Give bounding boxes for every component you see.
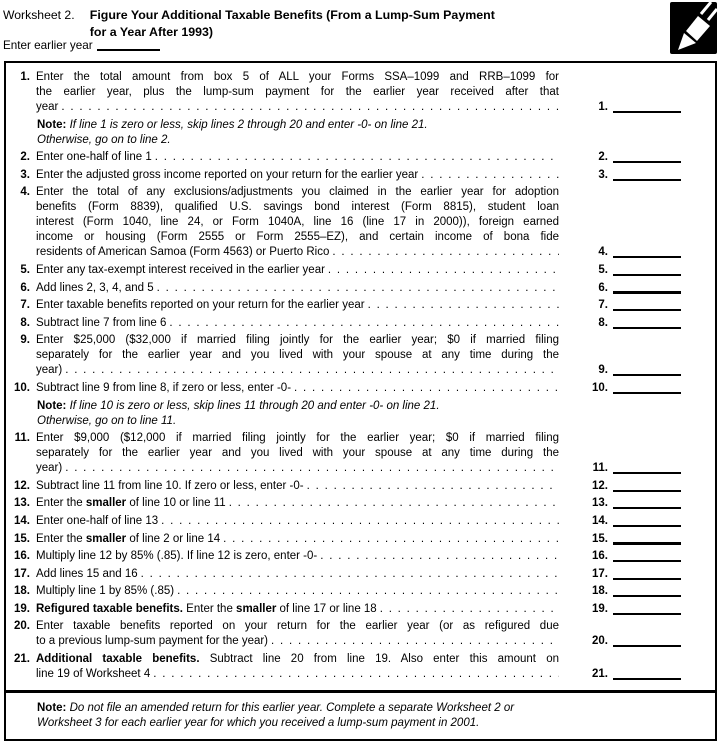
entry-line-number: 2. [598, 151, 608, 164]
text-segment: Otherwise, go on to line 2. [37, 133, 171, 146]
worksheet-line [6, 263, 715, 278]
line-text-row [36, 316, 559, 331]
text-segment: Enter the adjusted gross income reported on your return for the earlier year [36, 168, 419, 181]
text-segment: Enter the total of any exclusions/adjustments you claimed in the earlier year for adoption [36, 186, 559, 199]
line-text [36, 532, 559, 547]
line-text-row [36, 200, 559, 215]
text-segment: Enter taxable benefits reported on your return for the earlier year (or as refigured due [36, 620, 559, 633]
entry-blank-field[interactable] [613, 507, 681, 509]
line-number: 11. [14, 432, 30, 445]
worksheet-line [6, 70, 715, 115]
entry-blank-field[interactable] [613, 645, 681, 647]
line-text-row [36, 185, 559, 200]
entry-blank-field[interactable] [613, 560, 681, 562]
entry-line-number: 8. [598, 316, 608, 329]
dot-leader [328, 263, 559, 278]
entry [586, 363, 681, 378]
line-number: 3. [20, 168, 30, 181]
text-segment: Note: [37, 701, 70, 714]
line-number: 4. [20, 186, 30, 199]
entry [586, 168, 681, 183]
entry-blank-field[interactable] [613, 327, 681, 329]
entry-blank-field[interactable] [613, 179, 681, 181]
worksheet-line [6, 381, 715, 396]
text-segment: Add lines 15 and 16 [36, 567, 138, 580]
worksheet-line [6, 316, 715, 331]
earlier-year-row [3, 39, 160, 52]
line-text [36, 584, 559, 599]
entry [586, 479, 681, 494]
line-text-row [36, 496, 559, 511]
entry [586, 634, 681, 649]
worksheet-header [3, 7, 719, 40]
text-segment: Enter $25,000 ($32,000 if married filing jointly for the earlier year; $0 if married filing [36, 334, 559, 347]
worksheet-lines [6, 70, 715, 682]
line-text-row [36, 230, 559, 245]
line-text [36, 381, 559, 396]
line-text [36, 333, 559, 378]
line-number: 12. [14, 479, 30, 492]
entry-line-number: 12. [592, 479, 608, 492]
note-row [37, 118, 715, 133]
entry-blank-field[interactable] [613, 472, 681, 474]
line-text-row [36, 652, 559, 667]
dot-leader [229, 496, 559, 511]
line-text-row [36, 532, 559, 547]
entry [586, 381, 681, 396]
text-segment: Enter the [182, 602, 237, 615]
text-segment: separately for the earlier year and you lived with your spouse at any time during the [36, 349, 559, 362]
text-segment: smaller [85, 497, 127, 510]
worksheet-title [90, 7, 495, 40]
entry-blank-field[interactable] [613, 309, 681, 311]
text-segment: If line 10 is zero or less, skip lines 11 through 20 and enter -0- on line 21. [69, 399, 440, 412]
pencil-icon [670, 2, 717, 54]
entry [586, 532, 681, 547]
dot-leader [161, 514, 559, 529]
dot-leader [271, 634, 559, 649]
line-text-row [36, 298, 559, 313]
line-text-row [36, 602, 559, 617]
text-segment: benefits (Form 8839), qualified U.S. savings bond interest (Form 8815), student loan [36, 201, 559, 214]
entry-blank-field[interactable] [613, 291, 681, 293]
dot-leader [294, 381, 559, 396]
entry-blank-field[interactable] [613, 525, 681, 527]
entry-blank-field[interactable] [613, 490, 681, 492]
line-text-row [36, 431, 559, 446]
line-note [37, 118, 715, 148]
line-text-row [36, 461, 559, 476]
text-segment: Do not file an amended return for this earlier year. Complete a separate Worksheet 2 or [69, 701, 515, 714]
line-text [36, 185, 559, 260]
line-number: 17. [14, 567, 30, 580]
line-text-row [36, 381, 559, 396]
text-segment: Otherwise, go on to line 11. [37, 414, 177, 427]
entry [586, 496, 681, 511]
line-number: 15. [14, 532, 30, 545]
entry-line-number: 20. [592, 635, 608, 648]
note-row [37, 414, 715, 429]
line-text [36, 316, 559, 331]
line-number: 19. [14, 602, 30, 615]
text-segment: Multiply line 1 by 85% (.85) [36, 585, 175, 598]
worksheet-line [6, 333, 715, 378]
entry [586, 263, 681, 278]
line-number: 16. [14, 550, 30, 563]
entry-line-number: 11. [592, 462, 608, 475]
entry-line-number: 18. [592, 585, 608, 598]
line-text [36, 70, 559, 115]
entry-line-number: 5. [598, 263, 608, 276]
text-segment: Multiply line 12 by 85% (.85). If line 12 is zero, enter -0- [36, 550, 318, 563]
text-segment: Worksheet 3 for each earlier year for which you received a lump-sum payment in 2001. [37, 716, 480, 729]
entry [586, 298, 681, 313]
line-text-row [36, 100, 559, 115]
line-text-row [36, 584, 559, 599]
line-text [36, 496, 559, 511]
worksheet-line [6, 602, 715, 617]
entry-line-number: 7. [598, 299, 608, 312]
line-number: 18. [14, 585, 30, 598]
worksheet-title-line1: Figure Your Additional Taxable Benefits (From a Lump-Sum Payment [89, 8, 495, 22]
line-text [36, 150, 559, 165]
line-number: 14. [14, 514, 30, 527]
line-text-row [36, 549, 559, 564]
entry [586, 245, 681, 260]
entry [586, 316, 681, 331]
dot-leader [332, 245, 559, 260]
line-number: 20. [14, 620, 30, 633]
entry-line-number: 6. [598, 281, 608, 294]
worksheet-line [6, 652, 715, 682]
entry-blank-field[interactable] [613, 161, 681, 163]
text-segment: line 19 of Worksheet 4 [36, 668, 151, 681]
text-segment: Subtract line 11 from line 10. If zero or less, enter -0- [36, 479, 304, 492]
line-text [36, 263, 559, 278]
text-segment: income or housing (Form 2555 or Form 2555–EZ), and certain income of bona fide [36, 231, 559, 244]
worksheet-line [6, 479, 715, 494]
line-text [36, 168, 559, 183]
line-text-row [36, 514, 559, 529]
worksheet-line [6, 168, 715, 183]
dot-leader [320, 549, 559, 564]
line-number: 10. [14, 381, 30, 394]
line-text-row [36, 619, 559, 634]
text-segment: Enter one-half of line 1 [36, 151, 152, 164]
line-text [36, 549, 559, 564]
line-text-row [36, 567, 559, 582]
line-text-row [36, 85, 559, 100]
entry-line-number: 14. [592, 514, 608, 527]
entry [586, 667, 681, 682]
text-segment: year [36, 101, 59, 113]
text-segment: smaller [85, 532, 127, 545]
worksheet-line [6, 431, 715, 476]
dot-leader [169, 316, 559, 331]
entry-line-number: 4. [598, 246, 608, 259]
worksheet-line [6, 185, 715, 260]
entry [586, 461, 681, 476]
entry-blank-field[interactable] [613, 392, 681, 394]
dot-leader [380, 602, 559, 617]
entry [586, 584, 681, 599]
dot-leader [141, 567, 559, 582]
dot-leader [368, 298, 559, 313]
line-text-row [36, 446, 559, 461]
entry [586, 567, 681, 582]
dot-leader [153, 667, 559, 682]
entry-blank-field[interactable] [613, 111, 681, 113]
line-number: 7. [20, 299, 30, 312]
line-number: 5. [20, 263, 30, 276]
text-segment: of line 17 or line 18 [276, 602, 377, 615]
text-segment: Enter taxable benefits reported on your return for the earlier year [36, 299, 365, 312]
worksheet-line [6, 281, 715, 296]
line-text-row [36, 245, 559, 260]
entry-line-number: 21. [592, 668, 608, 681]
worksheet-label: Worksheet 2. [3, 8, 75, 22]
worksheet-line [6, 567, 715, 582]
line-text [36, 652, 559, 682]
line-text [36, 298, 559, 313]
text-segment: Enter the total amount from box 5 of ALL your Forms SSA–1099 and RRB–1099 for [36, 71, 559, 83]
line-text-row [36, 168, 559, 183]
note-row [37, 701, 715, 716]
entry-blank-field[interactable] [613, 678, 681, 680]
entry-line-number: 3. [598, 168, 608, 181]
entry-line-number: 9. [598, 364, 608, 377]
entry-line-number: 10. [592, 381, 608, 394]
text-segment: smaller [236, 602, 277, 615]
footer-note [6, 693, 715, 731]
text-segment: Refigured taxable benefits. [36, 602, 183, 615]
dot-leader [61, 100, 559, 115]
entry-line-number: 19. [592, 602, 608, 615]
worksheet-line [6, 298, 715, 313]
text-segment: Subtract line 20 from line 19. Also enter this amount on [199, 653, 559, 666]
line-text-row [36, 215, 559, 230]
line-text-row [36, 333, 559, 348]
earlier-year-label: Enter earlier year [3, 39, 93, 52]
line-text-row [36, 667, 559, 682]
text-segment: Enter the [36, 497, 86, 510]
entry [586, 602, 681, 617]
text-segment: Additional taxable benefits. [36, 653, 200, 666]
line-text-row [36, 281, 559, 296]
text-segment: to a previous lump-sum payment for the year) [36, 635, 269, 648]
line-text [36, 431, 559, 476]
line-text [36, 619, 559, 649]
text-segment: of line 10 or line 11 [126, 497, 226, 510]
text-segment: Enter one-half of line 13 [36, 514, 159, 527]
entry [586, 549, 681, 564]
dot-leader [155, 150, 559, 165]
text-segment: If line 1 is zero or less, skip lines 2 through 20 and enter -0- on line 21. [69, 118, 428, 131]
entry [586, 150, 681, 165]
line-text [36, 281, 559, 296]
worksheet-line [6, 619, 715, 649]
worksheet-line [6, 514, 715, 529]
text-segment: Subtract line 7 from line 6 [36, 316, 167, 329]
text-segment: interest (Form 1040, line 24, or Form 1040A, line 16 (line 17 in 2000)), foreign earned [36, 216, 559, 229]
worksheet-line [6, 549, 715, 564]
text-segment: the earlier year, plus the lump-sum payment for the earlier year received after that [36, 86, 559, 98]
text-segment: Add lines 2, 3, 4, and 5 [36, 281, 154, 294]
text-segment: Enter any tax-exempt interest received in the earlier year [36, 263, 325, 276]
line-number: 1. [20, 71, 30, 83]
entry [586, 281, 681, 296]
entry-blank-field[interactable] [613, 256, 681, 258]
dot-leader [177, 584, 559, 599]
line-text-row [36, 479, 559, 494]
note-row [37, 399, 715, 414]
dot-leader [157, 281, 559, 296]
text-segment: of line 2 or line 14 [126, 532, 221, 545]
line-number: 21. [14, 653, 30, 666]
text-segment: Enter the [36, 532, 86, 545]
dot-leader [65, 461, 559, 476]
entry-blank-field[interactable] [613, 374, 681, 376]
line-number: 2. [20, 151, 30, 164]
dot-leader [307, 479, 559, 494]
line-text [36, 514, 559, 529]
note-row [37, 133, 715, 148]
note-row [37, 716, 715, 731]
text-segment: Note: [37, 118, 70, 131]
text-segment: year) [36, 364, 63, 377]
line-text-row [36, 70, 559, 85]
worksheet-box [4, 61, 717, 741]
dot-leader [223, 532, 559, 547]
text-segment: Enter $9,000 ($12,000 if married filing jointly for the earlier year; $0 if married filing [36, 432, 559, 445]
dot-leader [65, 363, 559, 378]
line-text-row [36, 348, 559, 363]
entry-blank-field[interactable] [613, 613, 681, 615]
entry-line-number: 17. [592, 567, 608, 580]
worksheet-line [6, 496, 715, 511]
entry-line-number: 1. [598, 101, 608, 113]
line-number: 9. [20, 334, 30, 347]
worksheet-title-line2: for a Year After 1993) [89, 24, 214, 39]
line-text-row [36, 634, 559, 649]
line-text-row [36, 150, 559, 165]
line-text [36, 567, 559, 582]
entry-blank-field[interactable] [613, 542, 681, 544]
line-text-row [36, 363, 559, 378]
text-segment: separately for the earlier year and you lived with your spouse at any time during the [36, 447, 559, 460]
dot-leader [421, 168, 559, 183]
line-number: 6. [20, 281, 30, 294]
entry-blank-field[interactable] [613, 274, 681, 276]
worksheet-line [6, 150, 715, 165]
entry-line-number: 15. [592, 532, 608, 545]
entry [586, 514, 681, 529]
entry-line-number: 16. [592, 550, 608, 563]
entry [586, 100, 681, 115]
line-note [37, 399, 715, 429]
earlier-year-field[interactable] [97, 41, 160, 51]
entry-blank-field[interactable] [613, 595, 681, 597]
text-segment: year) [36, 462, 63, 475]
entry-blank-field[interactable] [613, 578, 681, 580]
text-segment: residents of American Samoa (Form 4563) or Puerto Rico [36, 246, 330, 259]
entry-line-number: 13. [592, 497, 608, 510]
line-number: 8. [20, 316, 30, 329]
worksheet-line [6, 532, 715, 547]
text-segment: Subtract line 9 from line 8, if zero or less, enter -0- [36, 381, 292, 394]
line-text-row [36, 263, 559, 278]
text-segment: Note: [37, 399, 70, 412]
line-text [36, 479, 559, 494]
worksheet-line [6, 584, 715, 599]
line-number: 13. [14, 497, 30, 510]
line-text [36, 602, 559, 617]
